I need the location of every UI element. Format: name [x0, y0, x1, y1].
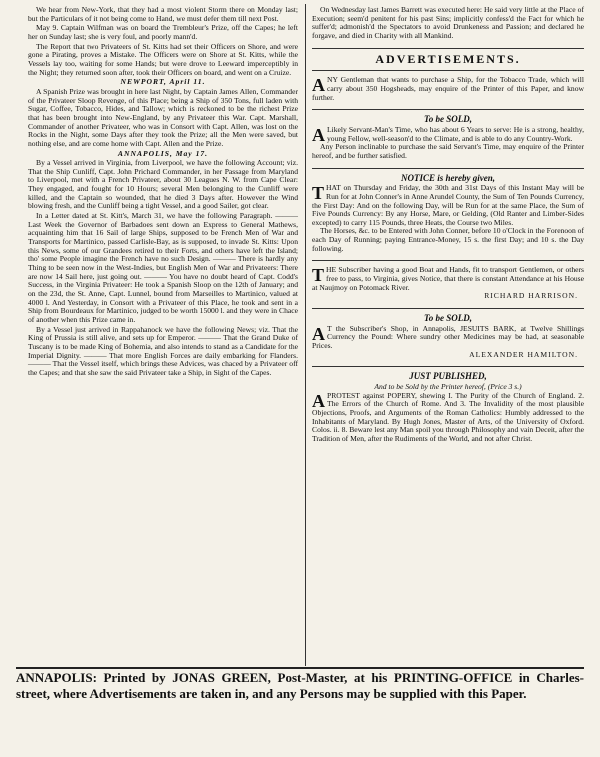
ad-title: NOTICE is hereby given,: [401, 172, 495, 183]
section-divider: [312, 70, 584, 71]
ad-divider: [312, 260, 584, 261]
drop-cap: A: [312, 124, 325, 145]
news-trembleur-prize: May 9. Captain Wilfman was on board the Trembleur's Prize, off the Capes; he left her on Sunday last; she is very foul, and poorly mann'd.: [28, 23, 298, 41]
left-column: [28, 6, 298, 379]
dateline-newport: NEWPORT, April 11.: [120, 77, 206, 87]
news-st-kitts-letter: In a Letter dated at St. Kitt's, March 31, we have the following Paragraph. ——— Last Week the Governor of Barbadoes sent down an Express to General Mathews, acquainting him that 16 Sail of large Ships, supposed to be French Men of War and Transports for Martinico, passed Carlisle-Bay, as is supposed, to invade St. Kitts: Upon this News, some of our Grandees retired to their Forts, and others have left the Island; tho' some People imagine the French have no such Design. ——— There is hardly any Thing to be seen now in the West-Indies, but English Men of War and Privateers: There are now 14 Sail here, just going out. ——— You have no doubt heard of Capt. Codd's Success, in the Virginia Privateer: He took a Spanish Sloop on the 12th of January; and on the 23d, the St. Anne, Capt. Lunnel, bound from Marseilles to Martinico, valued at 4000 l. And Yesterday, in Consort with a Privateer of this Place, he took and sent in a Ship from Bourdeaux for Martinico, judged to be worth 15000 l. and they were in Chace of another when this Prize came in.: [28, 211, 298, 324]
ad-ship-wanted: [312, 76, 584, 102]
signature: ALEXANDER HAMILTON.: [469, 349, 578, 359]
ad-ferry: [312, 266, 584, 301]
imprint-divider: [16, 667, 584, 669]
dateline-annapolis: ANNAPOLIS, May 17.: [117, 148, 209, 158]
drop-cap: T: [312, 265, 325, 286]
ad-protest-popery: [312, 372, 584, 443]
news-rappahanock: By a Vessel just arrived in Rappahanock we have the following News; viz. That the King of Prussia is still alive, and sets up for Emperor. ——— That the Grand Duke of Tuscany is to be made King of Bohemia, and also intends to stand as a Candidate for the Imperial Dignity. ——— That more English Forces are daily embarking for Flanders. ——— That the Vessel itself, which brings these Advices, was chaced by a Privateer off the Capes; and that she saw the said Privateer take a Ship, in Sight of the Capes.: [28, 324, 298, 377]
section-divider: [312, 48, 584, 49]
ad-price-line: And to be Sold by the Printer hereof, (Price 3 s.): [374, 382, 522, 391]
ad-ferry-text: HE Subscriber having a good Boat and Hands, fit to transport Gentlemen, or others free to pass, to Virginia, gives Notice, that there is constant Attendance at his House at Naujmoy on Potomack River.: [312, 265, 584, 292]
ad-servant-text: Likely Servant-Man's Time, who has about 6 Years to serve: He is a strong, healthy, young Fellow, well-season'd to the Climate, and is able to do any Country-Work.: [327, 124, 584, 143]
ad-ship-text: NY Gentleman that wants to purchase a Ship, for the Tobacco Trade, which will carry about 350 Hogsheads, may enquire of the Printer of this Paper, and know further.: [312, 75, 584, 102]
ad-servant-sale: [312, 115, 584, 160]
column-divider: [305, 4, 306, 666]
ad-protest-text: PROTEST against POPERY, shewing I. The Purity of the Church of England. 2. The Errors of the Church of Rome. And 3. The Invalidity of the most plausible Objections, Proofs, and Arguments of the Roman Catholics: Humbly addressed to the Inhabitants of Maryland. By Hugh Jones, Master of Arts, of the University of Oxford. Colos. ii. 8. Beware lest any Man spoil you through Philosophy and vain Deceit, after the Tradition of Men, after the Rudiments of the World, and not after Christ.: [312, 390, 584, 443]
ad-title: To be SOLD,: [424, 114, 472, 125]
ad-horse-race: [312, 174, 584, 254]
ad-race-text: HAT on Thursday and Friday, the 30th and 31st Days of this Instant May will be Run for at John Conner's in Anne Arundel County, the Sum of Ten Pounds Currency, the First Day: And on the following Day, will be Run for at the same Place, the Sum of Five Pounds Currency: By any Horse, Mare, or Gelding, (Old Ranter and Limber-Sides excepted) to carry 115 Pounds, three Heats, the Course two Miles.: [312, 183, 584, 227]
ad-jesuits-bark: [312, 314, 584, 359]
ad-title: JUST PUBLISHED,: [409, 371, 487, 382]
news-new-york-storm: We hear from New-York, that they had a most violent Storm there on Monday last; but the Particulars of it not being come to Hand, we must defer them till next Post.: [28, 5, 298, 23]
drop-cap: A: [312, 75, 325, 96]
right-column: [312, 6, 584, 444]
printer-imprint: ANNAPOLIS: Printed by JONAS GREEN, Post-Master, at his PRINTING-OFFICE in Charles-street, where Advertisements are taken in, and any Persons may be supplied with this Paper.: [16, 670, 584, 701]
news-st-kitts-privateers: The Report that two Privateers of St. Kitts had set their Officers on Shore, and were gone a Pirating, proves a Mistake. The Officers were on Shore at St. Kitts, while the Vessels lay too, waiting for some Hands; but were drove to Leeward imperceptibly in the Night; they returned soon after, took their Officers on board, and went on a Cruize.: [28, 41, 298, 77]
ad-divider: [312, 109, 584, 110]
drop-cap: A: [312, 323, 325, 344]
ad-race-entry: The Horses, &c. to be Entered with John Conner, before 10 o'Clock in the Forenoon of each Day of Running; paying Entrance-Money, 15 s. the first Day; and 10 s. the Day following.: [312, 226, 584, 253]
news-execution: On Wednesday last James Barrett was executed here: He said very little at the Place of Execution; seem'd penitent for his past Sins; implicitly confess'd the Fact for which he suffer'd; admonish'd the Spectators to avoid Drunkeness and Passion; and declared he forgave, and died in Charity with all Mankind.: [312, 5, 584, 40]
advertisements-heading: ADVERTISEMENTS.: [375, 51, 521, 66]
ad-servant-enquiry: Any Person inclinable to purchase the said Servant's Time, may enquire of the Printer hereof, and be further satisfied.: [312, 142, 584, 160]
ad-divider: [312, 308, 584, 309]
ad-title: To be SOLD,: [424, 313, 472, 324]
ad-divider: [312, 366, 584, 367]
drop-cap: T: [312, 183, 325, 204]
news-ship-cunliff: By a Vessel arrived in Virginia, from Liverpool, we have the following Account; viz. That the Ship Cunliff, Capt. John Prichard Commander, in her Passage from Maryland to Liverpool, met with a French Privateer, about 30 Leagues N. W. from Cape Clear: They engaged, and fought for 10 Hours; several Men belonging to the Cunliff were killed, and the Captain so wounded, that he died 3 Days after. However the Wind blowing fresh, and the Cunliff being a tight Vessel, and a good Sailer, got clear.: [28, 158, 298, 211]
news-spanish-prize: A Spanish Prize was brought in here last Night, by Captain James Allen, Commander of the Privateer Sloop Revenge, of this Place; being a Ship of 350 Tons, full laden with Sugar, Coffee, Tobacco, Hides, and Tallow; which is reckoned to be the richest Prize that has been brought into New-England, by any Privateer this War. Capt. Marshall, Commander of another Privateer, who was in Consort with Capt. Allen, was lost on the Rocks in the Night, some Days after they took the Prize; all the Men were saved, but nothing else, and are come home with Capt. Allen and the Prize.: [28, 86, 298, 148]
signature: RICHARD HARRISON.: [484, 291, 578, 301]
drop-cap: A: [312, 390, 325, 411]
ad-divider: [312, 168, 584, 169]
ad-bark-text: T the Subscriber's Shop, in Annapolis, JESUITS BARK, at Twelve Shillings Currency the Pound: Where sundry other Medicines may be had, at seasonable Prices.: [312, 323, 584, 351]
